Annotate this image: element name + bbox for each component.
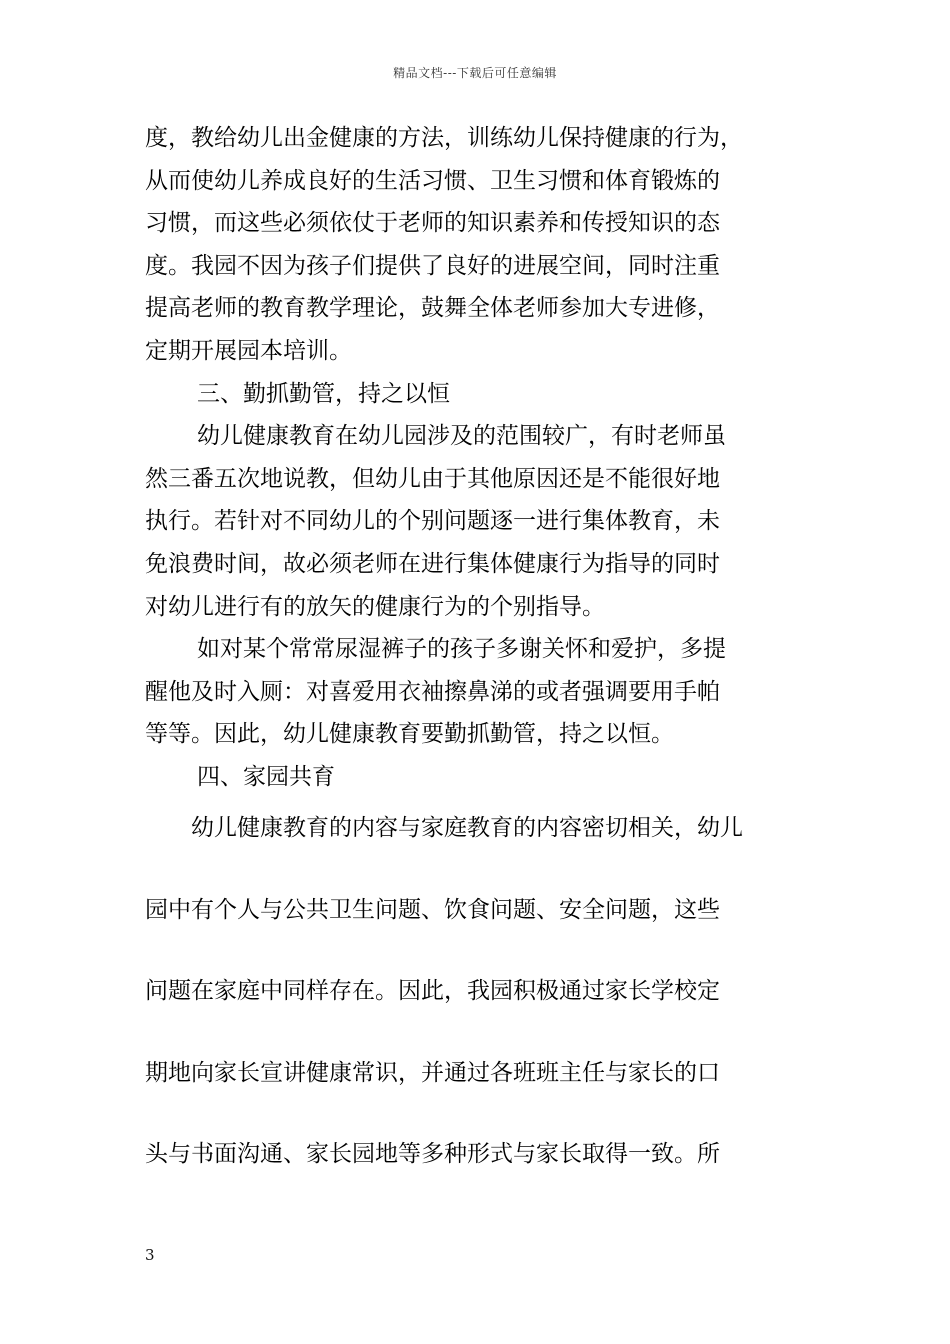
text-line: 定期开展园本培训。 <box>145 337 352 364</box>
page-header: 精品文档---下载后可任意编辑 <box>393 66 557 80</box>
loose-spaced-paragraph <box>145 805 825 1213</box>
text-line: 幼儿健康教育的内容与家庭教育的内容密切相关，幼儿 <box>191 815 743 841</box>
text-line: 醒他及时入厕：对喜爱用衣袖擦鼻涕的或者强调要用手帕 <box>145 678 720 705</box>
text-line: 等等。因此，幼儿健康教育要勤抓勤管，持之以恒。 <box>145 721 674 748</box>
section-heading-4: 四、家园共育 <box>197 763 335 790</box>
text-line: 免浪费时间，故必须老师在进行集体健康行为指导的同时 <box>145 550 720 577</box>
text-line: 对幼儿进行有的放矢的健康行为的个别指导。 <box>145 593 605 620</box>
text-line: 习惯，而这些必须依仗于老师的知识素养和传授知识的态 <box>145 210 720 237</box>
text-line: 如对某个常常尿湿裤子的孩子多谢关怀和爱护，多提 <box>197 636 726 663</box>
text-line: 度。我园不因为孩子们提供了良好的进展空间，同时注重 <box>145 252 720 279</box>
text-line: 从而使幼儿养成良好的生活习惯、卫生习惯和体育锻炼的 <box>145 167 720 194</box>
document-body <box>145 117 825 799</box>
text-line: 幼儿健康教育在幼儿园涉及的范围较广，有时老师虽 <box>197 423 726 450</box>
text-line: 头与书面沟通、家长园地等多种形式与家长取得一致。所 <box>145 1141 720 1168</box>
text-line: 期地向家长宣讲健康常识，并通过各班班主任与家长的口 <box>145 1059 720 1086</box>
text-line: 提高老师的教育教学理论，鼓舞全体老师参加大专进修， <box>145 295 720 322</box>
page-number: 3 <box>145 1246 155 1264</box>
text-line: 然三番五次地说教，但幼儿由于其他原因还是不能很好地 <box>145 465 720 492</box>
section-heading-3: 三、勤抓勤管，持之以恒 <box>197 380 450 407</box>
text-line: 执行。若针对不同幼儿的个别问题逐一进行集体教育，未 <box>145 508 720 535</box>
text-line: 园中有个人与公共卫生问题、饮食问题、安全问题，这些 <box>145 896 720 923</box>
text-line: 问题在家庭中同样存在。因此，我园积极通过家长学校定 <box>145 978 720 1005</box>
text-line: 度，教给幼儿出金健康的方法，训练幼儿保持健康的行为， <box>145 125 743 151</box>
